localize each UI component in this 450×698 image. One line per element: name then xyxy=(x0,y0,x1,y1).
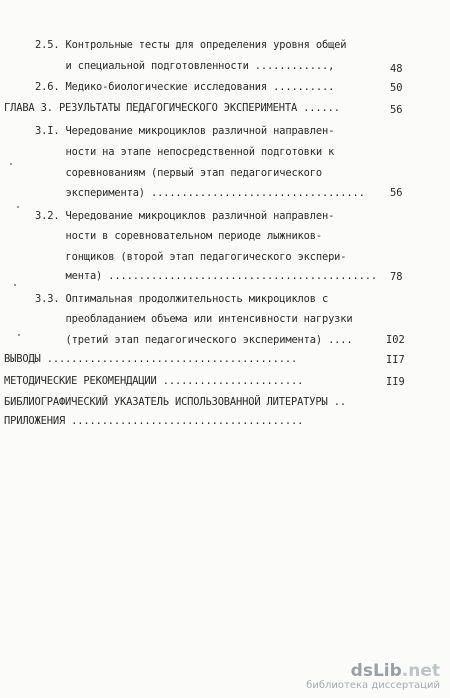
toc-page-number: II9 xyxy=(386,376,405,388)
scan-speck xyxy=(17,206,19,208)
toc-entry-2-5-line-2: и специальной подготовленности ............, xyxy=(35,60,335,72)
scan-speck xyxy=(18,334,20,336)
toc-page-number: 56 xyxy=(390,104,403,116)
toc-entry-2-6: 2.6. Медико-биологические исследования .......... xyxy=(35,81,335,93)
toc-recommendations: МЕТОДИЧЕСКИЕ РЕКОМЕНДАЦИИ ....................... xyxy=(4,375,304,387)
toc-entry-3-3-line-2: преобладанием объема или интенсивности нагрузки xyxy=(35,313,353,325)
scan-speck xyxy=(14,284,16,286)
toc-entry-3-3-line-1: 3.3. Оптимальная продолжительность микроциклов с xyxy=(35,293,329,305)
watermark-logo: dsLib.net xyxy=(350,661,440,681)
toc-page-number: II7 xyxy=(386,354,405,366)
toc-appendices: ПРИЛОЖЕНИЯ ...................................... xyxy=(4,415,304,427)
toc-entry-3-3-line-3: (третий этап педагогического эксперимента) .... xyxy=(35,334,353,346)
toc-entry-3-1-line-3: соревнованиям (первый этап педагогического xyxy=(35,167,322,179)
site-watermark xyxy=(306,662,440,692)
toc-page-number: 78 xyxy=(390,271,403,283)
toc-entry-3-2-line-2: ности в соревновательном периоде лыжников- xyxy=(35,230,322,242)
toc-entry-3-2-line-3: гонщиков (второй этап педагогического экспери- xyxy=(35,251,347,263)
toc-entry-3-1-line-1: 3.I. Чередование микроциклов различной направлен- xyxy=(35,125,335,137)
toc-page-number: 48 xyxy=(390,63,403,75)
toc-entry-3-2-line-1: 3.2. Чередование микроциклов различной направлен- xyxy=(35,210,335,222)
toc-conclusions: ВЫВОДЫ ......................................... xyxy=(4,353,298,365)
toc-chapter-3: ГЛАВА 3. РЕЗУЛЬТАТЫ ПЕДАГОГИЧЕСКОГО ЭКСПЕРИМЕНТА ...... xyxy=(4,102,340,114)
toc-entry-3-1-line-2: ности на этапе непосредственной подготовки к xyxy=(35,146,335,158)
toc-page-number: 56 xyxy=(390,187,403,199)
scan-speck xyxy=(10,163,12,165)
toc-entry-3-1-line-4: эксперимента) ................................... xyxy=(35,187,365,199)
toc-entry-2-5-line-1: 2.5. Контрольные тесты для определения уровня общей xyxy=(35,39,347,51)
toc-page-number: 50 xyxy=(390,82,403,94)
toc-page-number: I02 xyxy=(386,334,405,346)
toc-entry-3-2-line-4: мента) ............................................ xyxy=(35,270,377,282)
watermark-subtitle: библиотека диссертаций xyxy=(306,680,440,691)
toc-bibliography: БИБЛИОГРАФИЧЕСКИЙ УКАЗАТЕЛЬ ИСПОЛЬЗОВАННОЙ ЛИТЕРАТУРЫ .. xyxy=(4,396,346,408)
